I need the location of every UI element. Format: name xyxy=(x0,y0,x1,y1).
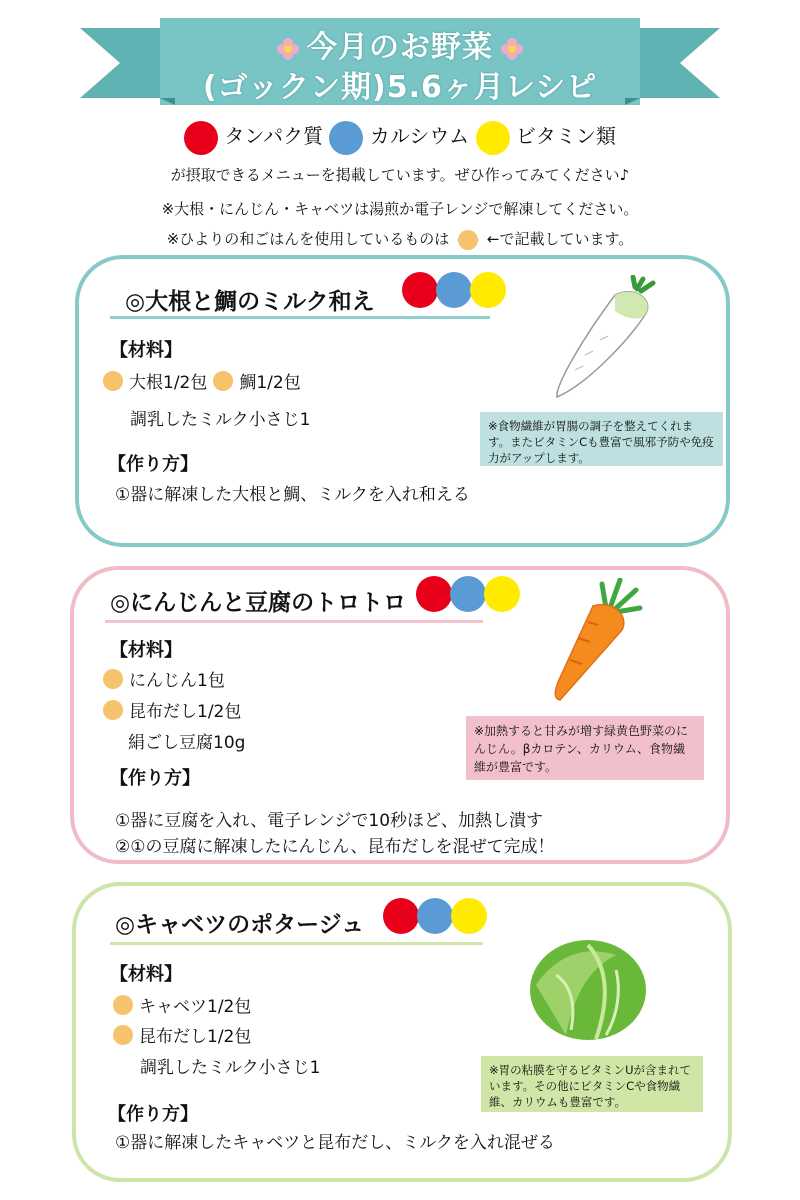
title-underline xyxy=(105,620,483,623)
legend-label-calcium: カルシウム xyxy=(369,124,470,148)
banner-line-1 xyxy=(0,22,800,66)
protein-dot-icon xyxy=(402,272,438,308)
ingredient-label: 調乳したミルク小さじ1 xyxy=(130,410,311,430)
hiyori-note-arrow-text: ←で記載しています。 xyxy=(486,230,634,248)
nutrition-callout: ※加熱すると甘みが増す緑黄色野菜のにんじん。βカロテン、カリウム、食物繊維が豊富です。 xyxy=(466,716,704,780)
method-heading: 【作り方】 xyxy=(108,1104,198,1125)
nutrition-callout: ※胃の粘膜を守るビタミンUが含まれています。その他にビタミンCや食物繊維、カリウムも豊富です。 xyxy=(481,1056,703,1112)
method-step: ①器に解凍した大根と鯛、ミルクを入れ和える xyxy=(115,485,470,505)
daikon-icon xyxy=(545,275,665,405)
nutrient-dots xyxy=(416,576,518,612)
hiyori-dot-icon xyxy=(103,700,123,720)
calcium-dot-icon xyxy=(436,272,472,308)
ingredient-row xyxy=(103,666,225,691)
title-underline xyxy=(110,316,490,319)
ingredient-label: 昆布だし1/2包 xyxy=(129,702,242,722)
nutrient-legend xyxy=(0,120,800,155)
ingredient-row xyxy=(103,368,301,393)
ingredient-label: 絹ごし豆腐10g xyxy=(128,733,246,753)
materials-heading: 【材料】 xyxy=(110,964,182,985)
ingredient-label: 調乳したミルク小さじ1 xyxy=(140,1058,321,1078)
vitamin-dot-icon xyxy=(484,576,520,612)
hiyori-dot-icon xyxy=(103,669,123,689)
calcium-dot-icon xyxy=(329,121,363,155)
hiyori-dot-icon xyxy=(458,230,478,250)
hiyori-dot-icon xyxy=(213,371,233,391)
legend-label-vitamin: ビタミン類 xyxy=(515,124,616,148)
hiyori-dot-icon xyxy=(113,995,133,1015)
hiyori-dot-icon xyxy=(113,1025,133,1045)
cabbage-icon xyxy=(526,935,651,1045)
nutrient-dots xyxy=(402,272,504,308)
hiyori-dot-icon xyxy=(103,371,123,391)
protein-dot-icon xyxy=(383,898,419,934)
nutrition-callout: ※食物繊維が胃腸の調子を整えてくれます。またビタミンCも豊富で風邪予防や免疫力がアップします。 xyxy=(480,412,723,466)
ingredient-row xyxy=(113,992,251,1017)
hiyori-note-text: ※ひよりの和ごはんを使用しているものは xyxy=(166,230,450,248)
ingredient-row xyxy=(103,697,241,722)
ingredient-label: にんじん1包 xyxy=(129,671,225,691)
calcium-dot-icon xyxy=(417,898,453,934)
thaw-note: ※大根・にんじん・キャベツは湯煎か電子レンジで解凍してください。 xyxy=(161,200,639,218)
carrot-icon xyxy=(548,578,643,706)
ingredient-label: キャベツ1/2包 xyxy=(139,997,252,1017)
method-step: ①器に豆腐を入れ、電子レンジで10秒ほど、加熱し潰す xyxy=(115,811,544,831)
vitamin-dot-icon xyxy=(470,272,506,308)
flower-icon xyxy=(277,38,299,60)
method-step: ①器に解凍したキャベツと昆布だし、ミルクを入れ混ぜる xyxy=(115,1133,555,1153)
banner-subtitle: (ゴックン期)5.6ヶ月レシピ xyxy=(202,70,598,105)
method-heading: 【作り方】 xyxy=(108,454,198,475)
recipe-title: ◎キャベツのポタージュ xyxy=(115,912,365,938)
recipe-title: ◎大根と鯛のミルク和え xyxy=(125,289,375,315)
ingredient-label: 鯛1/2包 xyxy=(239,373,301,393)
vitamin-dot-icon xyxy=(476,121,510,155)
ingredient-label: 大根1/2包 xyxy=(129,373,208,393)
banner-title: 今月のお野菜 xyxy=(307,30,493,65)
vitamin-dot-icon xyxy=(451,898,487,934)
legend-label-protein: タンパク質 xyxy=(224,124,324,148)
ingredient-label: 昆布だし1/2包 xyxy=(139,1027,252,1047)
nutrient-dots xyxy=(383,898,485,934)
protein-dot-icon xyxy=(416,576,452,612)
flower-icon xyxy=(501,38,523,60)
hiyori-note xyxy=(0,228,800,250)
materials-heading: 【材料】 xyxy=(110,340,182,361)
title-underline xyxy=(110,942,483,945)
recipe-title: ◎にんじんと豆腐のトロトロ xyxy=(110,590,407,616)
method-heading: 【作り方】 xyxy=(110,768,200,789)
materials-heading: 【材料】 xyxy=(110,640,182,661)
method-step: ②①の豆腐に解凍したにんじん、昆布だしを混ぜて完成！ xyxy=(115,837,555,857)
legend-description: が摂取できるメニューを掲載しています。ぜひ作ってみてください♪ xyxy=(170,166,630,184)
ingredient-row xyxy=(113,1022,251,1047)
calcium-dot-icon xyxy=(450,576,486,612)
protein-dot-icon xyxy=(184,121,218,155)
